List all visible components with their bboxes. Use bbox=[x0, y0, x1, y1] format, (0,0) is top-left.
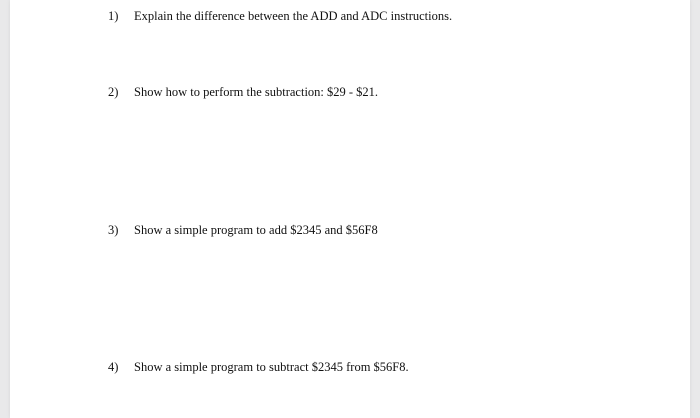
question-number: 3) bbox=[108, 223, 119, 237]
question-1 bbox=[108, 10, 452, 23]
question-text: Show a simple program to add $2345 and $56F8 bbox=[134, 223, 378, 237]
question-number: 1) bbox=[108, 9, 119, 23]
question-text: Explain the difference between the ADD and ADC instructions. bbox=[134, 9, 453, 23]
question-text: Show a simple program to subtract $2345 from $56F8. bbox=[134, 360, 409, 374]
question-text: Show how to perform the subtraction: $29 - $21. bbox=[134, 85, 379, 99]
question-number: 4) bbox=[108, 360, 119, 374]
document-page bbox=[10, 0, 690, 418]
question-3 bbox=[108, 224, 378, 237]
question-4 bbox=[108, 361, 409, 374]
question-number: 2) bbox=[108, 85, 119, 99]
question-2 bbox=[108, 86, 378, 99]
